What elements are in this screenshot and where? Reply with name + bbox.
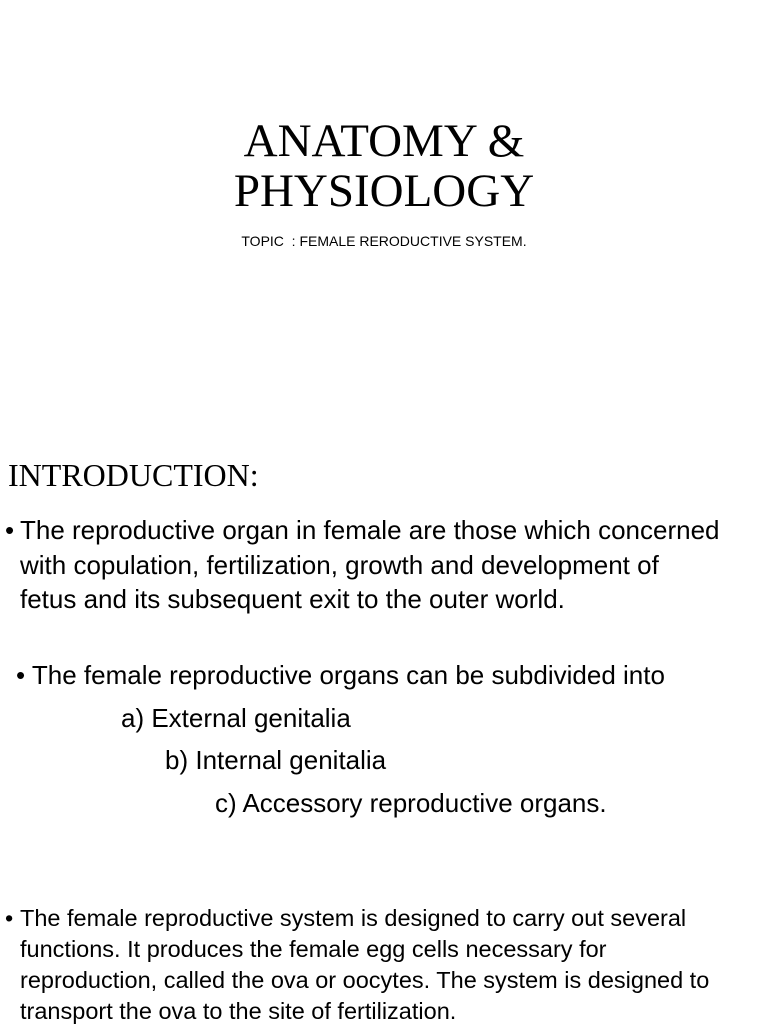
title-line-2: PHYSIOLOGY xyxy=(233,165,535,217)
bullet-system-functions xyxy=(5,903,750,1027)
bullet-icon: • xyxy=(5,905,14,931)
bullet-text: The reproductive organ in female are those which concerned with copulation, fertilization, growth and development of fetus and its subsequent exit to the outer world. xyxy=(20,515,720,614)
bullet-icon: • xyxy=(16,660,26,690)
list-item-external-genitalia: a) External genitalia xyxy=(121,703,351,733)
list-item-internal-genitalia: b) Internal genitalia xyxy=(165,745,387,775)
bullet-reproductive-organs xyxy=(5,513,720,617)
bullet-subdivision xyxy=(16,658,768,692)
bullet-text: The female reproductive organs can be subdivided into xyxy=(31,660,665,690)
bullet-icon: • xyxy=(5,515,15,545)
bullet-text: The female reproductive system is designed to carry out several functions. It produces the female egg cells necessary for reproduction, called the ova or oocytes. The system is designed to transport the ova to the site of fertilization. xyxy=(20,905,710,1024)
topic-subtitle: TOPIC : FEMALE RERODUCTIVE SYSTEM. xyxy=(241,233,527,249)
title-line-1: ANATOMY & xyxy=(243,115,525,167)
introduction-heading: INTRODUCTION: xyxy=(8,457,259,493)
list-item-accessory-organs: c) Accessory reproductive organs. xyxy=(215,788,607,818)
